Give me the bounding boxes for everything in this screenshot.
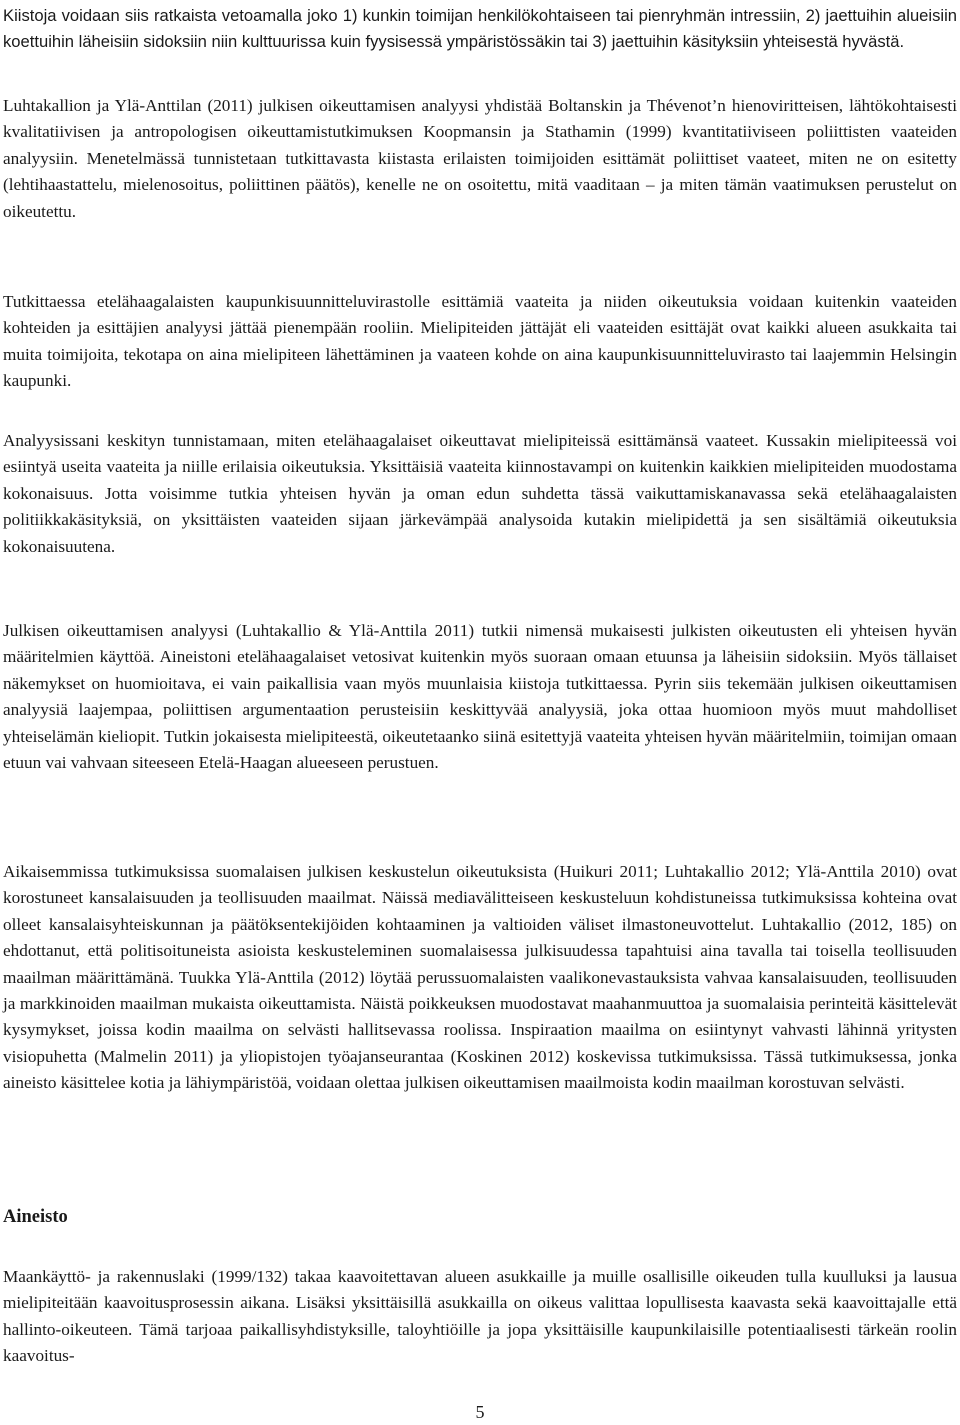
intro-paragraph: Kiistoja voidaan siis ratkaista vetoamalla joko 1) kunkin toimijan henkilökohtaiseen tai pienryhmän intressiin, 2) jaettuihin alueisiin koettuihin läheisiin sidoksiin niin kulttuurissa kuin fyysisessä ympäristössäkin tai 3) jaettuihin käsityksiin yhteisestä hyvästä. [3, 6, 957, 52]
paragraph-3: Analyysissani keskityn tunnistamaan, miten etelähaagalaiset oikeuttavat mielipiteissä esittämänsä vaateet. Kussakin mielipiteessä voi esiintyä useita vaateita ja niille erilaisia oikeutuksia. Yksittäisiä vaateita kiinnostavampi on kuitenkin kaikkien mielipiteiden muodostama kokonaisuus. Jotta voisimme tutkia yhteisen hyvän ja oman edun suhdetta tässä vaikuttamiskanavassa sekä etelähaagalaisten politiikkakäsityksiä, on yksittäisten vaateiden sijaan järkevämpää analysoida kutakin mielipidettä ja sen sisältämiä oikeutuksia kokonaisuutena. [3, 431, 957, 556]
section-heading: Aineisto [3, 1207, 68, 1227]
page-number: 5 [475, 1402, 485, 1422]
paragraph-1: Luhtakallion ja Ylä-Anttilan (2011) julkisen oikeuttamisen analyysi yhdistää Boltanskin ja Thévenot’n hienoviritteisen, lähtökohtaisesti kvalitatiivisen ja antropologisen oikeuttamistutkimuksen Koopmansin ja Stathamin (1999) kvantitatiiviseen poliittisten vaateiden analyysiin. Menetelmässä tunnistetaan tutkittavasta kiistasta erilaisten toimijoiden esittämät poliittiset vaateet, miten ne on esitetty (lehtihaastattelu, mielenosoitus, poliittinen päätös), kenelle ne on osoitettu, mitä vaaditaan – ja miten tämän vaatimuksen perustelut on oikeutettu. [3, 96, 957, 221]
paragraph-6: Maankäyttö- ja rakennuslaki (1999/132) takaa kaavoitettavan alueen asukkaille ja muille osallisille oikeuden tulla kuulluksi ja lausua mielipiteitään kaavoitusprosessin aikana. Lisäksi yksittäisillä asukkailla on oikeus valittaa lopullisesta kaavasta sekä kaavoittajalle että hallinto-oikeuteen. Tämä tarjoaa paikallisyhdistyksille, taloyhtiöille ja jopa yksittäisille kaupunkilaisille potentiaalisesti tärkeän roolin kaavoitus- [3, 1267, 957, 1366]
paragraph-4: Julkisen oikeuttamisen analyysi (Luhtakallio & Ylä-Anttila 2011) tutkii nimensä mukaisesti julkisten oikeutusten eli yhteisen hyvän määritelmien käyttöä. Aineistoni etelähaagalaiset vetosivat kuitenkin myös suoraan omaan etuunsa ja läheisiin sidoksiin. Myös tällaiset näkemykset on huomioitava, ei vain paikallisia vaan myös muunlaisia kiistoja tutkittaessa. Pyrin siis tekemään julkisen oikeuttamisen analyysiä laajempaa, poliittisen argumentaation perusteisiin keskittyvää analyysiä, joka ottaa huomioon myös muut mahdolliset yhteiselämän kieliopit. Tutkin jokaisesta mielipiteestä, oikeutetaanko siinä esitettyjä vaateita yhteisen hyvän määritelmiin, toimijan omaan etuun vai vahvaan siteeseen Etelä-Haagan alueeseen perustuen. [3, 621, 957, 773]
paragraph-5: Aikaisemmissa tutkimuksissa suomalaisen julkisen keskustelun oikeutuksista (Huikuri 2011; Luhtakallio 2012; Ylä-Anttila 2010) ovat korostuneet kansalaisuuden ja teollisuuden maailmat. Näissä mediavälitteiseen keskusteluun kohdistuneissa tutkimuksissa kohteina ovat olleet kansalaisyhteiskunnan ja päätöksentekijöiden kohtaaminen ja valtioiden väliset ilmastoneuvottelut. Luhtakallio (2012, 185) on ehdottanut, että politisoituneista asioista keskusteleminen suomalaisessa julkisuudessa tapahtuisi aina tavalla tai toisella teollisuuden maailman määrittämänä. Tuukka Ylä-Anttila (2012) löytää perussuomalaisten vaalikonevastauksista vahvaa kansalaisuuden, teollisuuden ja markkinoiden maailman mukaista oikeuttamista. Näistä poikkeuksen muodostavat maahanmuuttoa ja suomalaisia perinteitä käsittelevät kysymykset, joissa kodin maailma on selvästi hallitsevassa roolissa. Inspiraation maailma on esiintynyt vahvasti lähinnä yritysten visiopuhetta (Malmelin 2011) ja yliopistojen työajanseurantaa (Koskinen 2012) koskevissa tutkimuksissa. Tässä tutkimuksessa, jonka aineisto käsittelee kotia ja lähiympäristöä, voidaan olettaa julkisen oikeuttamisen maailmoista kodin maailman korostuvan selvästi. [3, 862, 957, 1093]
paragraph-2: Tutkittaessa etelähaagalaisten kaupunkisuunnitteluvirastolle esittämiä vaateita ja niiden oikeutuksia voidaan kuitenkin vaateiden kohteiden ja esittäjien analyysi jättää pienempään rooliin. Mielipiteiden jättäjät eli vaateiden esittäjät ovat kaikki alueen asukkaita tai muita toimijoita, tekotapa on aina mielipiteen lähettäminen ja vaateen kohde on aina kaupunkisuunnitteluvirasto tai laajemmin Helsingin kaupunki. [3, 292, 957, 391]
